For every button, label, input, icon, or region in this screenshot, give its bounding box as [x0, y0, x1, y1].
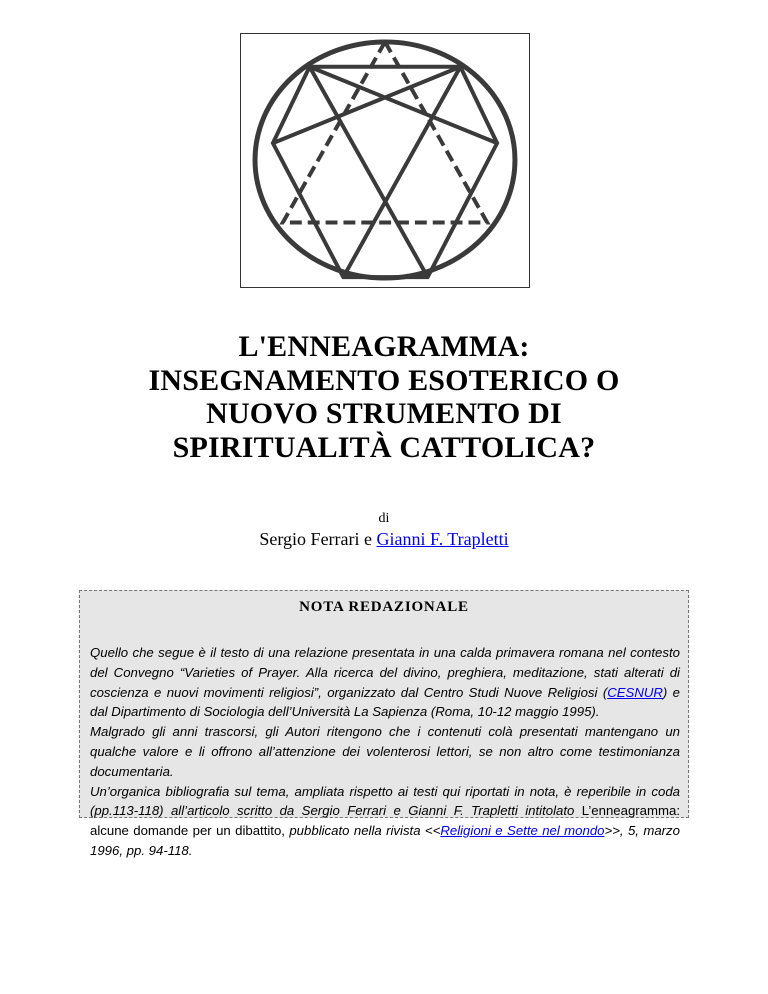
document-title — [84, 330, 684, 464]
author-link[interactable]: Gianni F. Trapletti — [376, 529, 509, 549]
note-text: Quello che segue è il testo di una relazione presentata in una calda primavera romana nel contesto del Convegno “Varieties of Prayer. Alla ricerca del divino, preghiera, meditazione, stati alterati di coscienza e nuovi movimenti religiosi”, organizzato dal Centro Studi Nuove Religiosi ( — [90, 645, 680, 700]
note-paragraph — [90, 643, 680, 722]
note-text: pubblicato nella rivista << — [284, 823, 441, 839]
note-paragraph: Malgrado gli anni trascorsi, gli Autori ritengono che i contenuti colà presentati mantengano un qualche valore e li offrono all’attenzione dei volenterosi lettori, se non altro come testimonianza documentaria. — [90, 724, 680, 779]
enneagram-icon — [241, 34, 529, 287]
author-name: Sergio Ferrari e — [259, 529, 377, 549]
article-title: L’enneagramma: alcune domande per un dibattito, — [90, 803, 680, 839]
journal-link[interactable]: Religioni e Sette nel mondo — [440, 823, 605, 839]
editorial-note-box — [79, 590, 689, 858]
title-line: INSEGNAMENTO ESOTERICO O — [148, 363, 620, 397]
note-paragraph — [90, 782, 680, 861]
note-text: ) e dal Dipartimento di Sociologia dell’Università La Sapienza (Roma, 10-12 maggio 1995). — [90, 684, 681, 720]
note-body — [90, 643, 680, 861]
byline-di: di — [378, 511, 390, 526]
title-line: SPIRITUALITÀ CATTOLICA? — [172, 430, 596, 464]
title-line: NUOVO STRUMENTO DI — [206, 397, 562, 430]
cesnur-link[interactable]: CESNUR — [607, 684, 663, 700]
enneagram-figure — [240, 33, 530, 288]
note-heading: NOTA REDAZIONALE — [299, 599, 469, 615]
note-text: >>, 5, marzo 1996, pp. 94-118. — [90, 823, 680, 858]
note-text: Un’organica bibliografia sul tema, ampliata rispetto ai testi qui riportati in nota, è reperibile in coda (pp.113-118) all’articolo scritto da Sergio Ferrari e Gianni F. Trapletti intitolato — [90, 783, 680, 819]
title-line: L'ENNEAGRAMMA: — [238, 330, 530, 363]
byline-authors — [0, 529, 768, 550]
